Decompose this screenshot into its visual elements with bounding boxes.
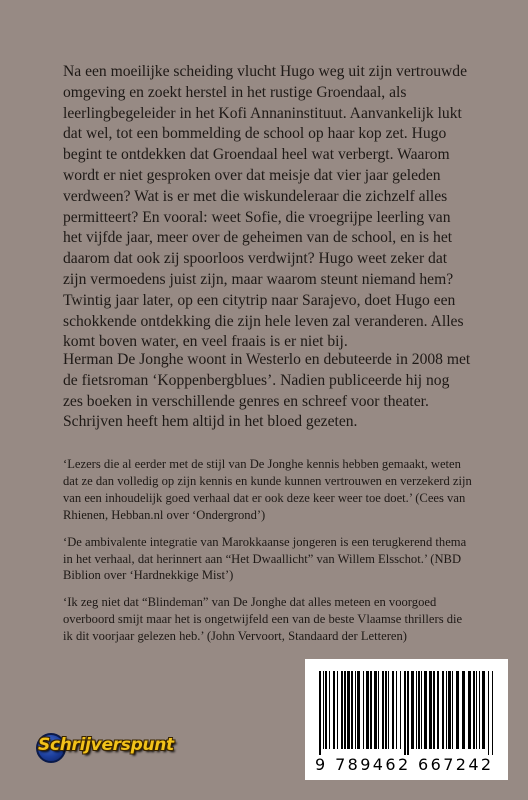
barcode-bar	[357, 671, 360, 749]
barcode-bar	[468, 671, 471, 749]
barcode-bars	[319, 671, 495, 755]
barcode-bar	[424, 671, 427, 749]
barcode-bar	[344, 671, 346, 749]
barcode-bar	[366, 671, 369, 749]
isbn-barcode	[305, 659, 508, 780]
barcode-bar	[341, 671, 343, 749]
review-quote: ‘Ik zeg niet dat “Blindeman” van De Jonghe dat alles meteen en voorgoed overboord smijt maar het is ongetwijfeld een van de beste Vlaamse thrillers die ik dit voorjaar gelezen heb.’ (John Vervoort, Standaard der Letteren)	[63, 595, 463, 644]
barcode-bar	[370, 671, 372, 749]
author-bio: Herman De Jonghe woont in Westerlo en debuteerde in 2008 met de fietsroman ‘Koppenbergblues’. Nadien publiceerde hij nog zes boeken in verschillende genres en schreef voor theater. Schrijven heeft hem altijd in het bloed gezeten.	[63, 351, 471, 431]
synopsis-paragraph: Na een moeilijke scheiding vlucht Hugo weg uit zijn vertrouwde omgeving en zoekt herstel in het rustige Groendaal, als leerlingbegeleider in het Kofi Annaninstituut. Aanvankelijk lukt dat wel, tot een bommelding de school op haar kop zet. Hugo begint te ontdekken dat Groendaal heel wat verbergt. Waarom wordt er niet gesproken over dat meisje dat vier jaar geleden verdween? Wat is er met die wiskundeleraar die zichzelf alles permitteert? En vooral: weet Sofie, die vroegrijpe leerling van het vijfde jaar, meer over de geheimen van de school, en is het daarom dat ook zij spoorloos verdwijnt? Hugo weet zeker dat zijn vermoedens juist zijn, maar waarom steunt niemand hem?	[63, 63, 468, 288]
barcode-bar	[429, 671, 432, 749]
barcode-bar	[442, 671, 444, 749]
barcode-bar	[407, 671, 409, 755]
barcode-bar	[323, 671, 324, 749]
barcode-bar	[446, 671, 447, 749]
synopsis-paragraph: Twintig jaar later, op een citytrip naar Sarajevo, doet Hugo een schokkende ontdekking die zijn hele leven zal veranderen. Alles komt boven water, en veel fraais is er niet bij.	[63, 291, 464, 351]
barcode-bar	[476, 671, 477, 749]
barcode-bar	[448, 671, 451, 749]
barcode-bar	[473, 671, 475, 749]
barcode-bar	[418, 671, 420, 749]
barcode-bar	[479, 671, 480, 749]
barcode-bar	[325, 671, 327, 749]
barcode-bar	[482, 671, 485, 749]
barcode-bar	[392, 671, 394, 749]
barcode-bar	[488, 671, 489, 755]
barcode-bar	[411, 671, 414, 749]
barcode-bar	[378, 671, 379, 749]
barcode-bar	[388, 671, 389, 749]
barcode-bar	[462, 671, 465, 749]
barcode-bar	[433, 671, 435, 749]
review-quotes	[63, 456, 473, 655]
barcode-bar	[329, 671, 330, 749]
barcode-bar	[385, 671, 387, 749]
barcode-bar	[456, 671, 459, 749]
review-quote: ‘Lezers die al eerder met de stijl van De Jonghe kennis hebben gemaakt, weten dat ze dan volledig op zijn kennis en kunde kunnen vertrouwen en verzekerd zijn van een inhoudelijk goed verhaal dat er ook deze keer weer toe doet.’ (Cees van Rhienen, Hebban.nl over ‘Ondergrond’)	[63, 457, 472, 522]
barcode-bar	[404, 671, 406, 755]
barcode-bar	[396, 671, 397, 749]
review-quote: ‘De ambivalente integratie van Marokkaanse jongeren is een terugkerend thema in het verhaal, dat herinnert aan “Het Dwaallicht” van Willem Elsschot.’ (NBD Biblion over ‘Hardnekkige Mist’)	[63, 534, 467, 583]
barcode-bar	[337, 671, 338, 749]
publisher-logo	[32, 730, 212, 764]
barcode-bar	[351, 671, 353, 749]
barcode-bar	[416, 671, 417, 749]
barcode-bar	[333, 671, 335, 749]
isbn-number: 9 789462 667242	[315, 755, 494, 774]
barcode-bar	[355, 671, 356, 749]
barcode-bar	[437, 671, 439, 749]
barcode-bar	[347, 671, 350, 749]
synopsis	[63, 62, 473, 353]
barcode-bar	[452, 671, 453, 749]
barcode-bar	[374, 671, 377, 749]
barcode-bar	[363, 671, 364, 749]
barcode-bar	[421, 671, 422, 749]
barcode-bar	[382, 671, 384, 749]
barcode-bar	[400, 671, 401, 749]
publisher-name: Schrijverspunt	[38, 735, 174, 755]
barcode-bar	[492, 671, 493, 755]
barcode-bar	[319, 671, 321, 755]
